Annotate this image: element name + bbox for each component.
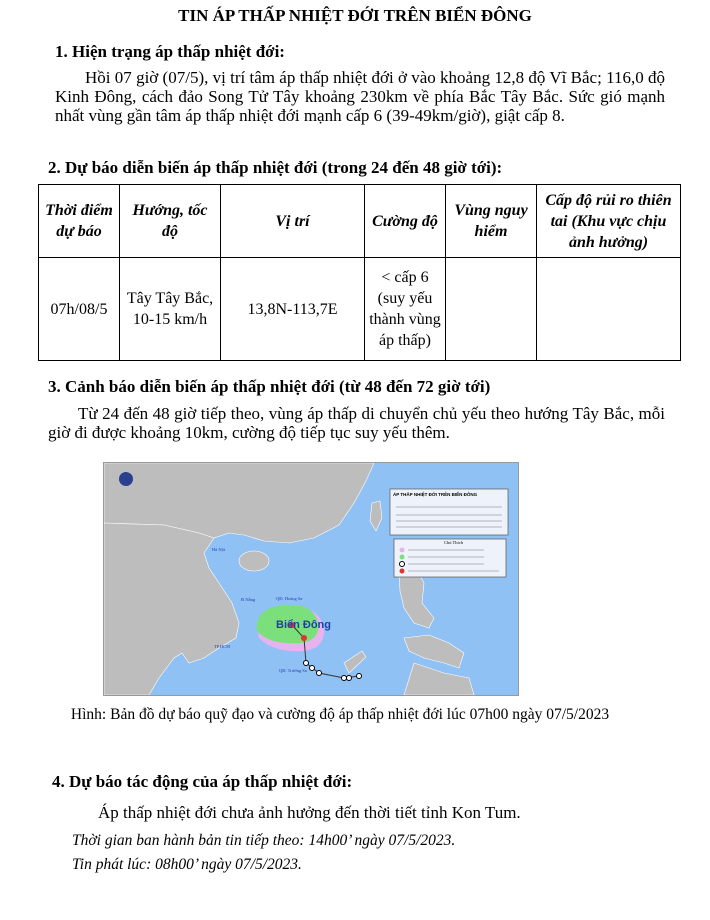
- forecast-table: [38, 184, 681, 361]
- col-direction: Hướng, tốc độ: [120, 185, 221, 258]
- cell-position: 13,8N-113,7E: [221, 258, 365, 361]
- cell-time: 07h/08/5: [39, 258, 120, 361]
- current-position-marker: [301, 635, 307, 641]
- agency-logo-icon: [119, 472, 133, 486]
- document-title: TIN ÁP THẤP NHIỆT ĐỚI TRÊN BIỂN ĐÔNG: [178, 6, 532, 25]
- section1-body: Hồi 07 giờ (07/5), vị trí tâm áp thấp nhiệt đới ở vào khoảng 12,8 độ Vĩ Bắc; 116,0 độ Kinh Đông, cách đảo Song Tử Tây khoảng 230km về phía Bắc Tây Bắc. Sức gió mạnh nhất vùng gần tâm áp thấp nhiệt đới mạnh cấp 6 (39-49km/giờ), giật cấp 8.: [55, 68, 665, 125]
- map-place-danang: Đ.Nẵng: [241, 597, 256, 602]
- past-position-marker: [310, 666, 315, 671]
- table-row: [39, 258, 681, 361]
- map-place-truongsa: QĐ. Trường Sa: [279, 668, 307, 673]
- section2-heading: 2. Dự báo diễn biến áp thấp nhiệt đới (trong 24 đến 48 giờ tới):: [48, 158, 503, 177]
- section4-body: Áp thấp nhiệt đới chưa ảnh hưởng đến thời tiết tỉnh Kon Tum.: [98, 803, 521, 822]
- cell-danger-zone: [446, 258, 537, 361]
- map-place-hcm: TP.HCM: [214, 644, 231, 649]
- section3-body: Từ 24 đến 48 giờ tiếp theo, vùng áp thấp di chuyển chủ yếu theo hướng Tây Bắc, mỗi giờ đi được khoảng 10km, cường độ tiếp tục suy yếu thêm.: [48, 404, 665, 442]
- next-issue-time: Thời gian ban hành bản tin tiếp theo: 14h00’ ngày 07/5/2023.: [72, 832, 456, 849]
- map-sea-label: Biển Đông: [276, 619, 331, 631]
- forecast-map: [103, 462, 519, 696]
- col-intensity: Cường độ: [365, 185, 446, 258]
- section1-heading: 1. Hiện trạng áp thấp nhiệt đới:: [55, 42, 285, 61]
- section4-heading: 4. Dự báo tác động của áp thấp nhiệt đới:: [52, 772, 353, 791]
- cell-risk-level: [537, 258, 681, 361]
- map-place-hoangsa: QĐ. Hoàng Sa: [276, 596, 303, 601]
- cell-direction: Tây Tây Bắc, 10-15 km/h: [120, 258, 221, 361]
- past-position-marker: [304, 661, 309, 666]
- past-position-marker: [347, 676, 352, 681]
- past-position-marker: [342, 676, 347, 681]
- past-position-marker: [357, 674, 362, 679]
- legend-forecast-swatch: [400, 569, 405, 574]
- section3-heading: 3. Cảnh báo diễn biến áp thấp nhiệt đới (từ 48 đến 72 giờ tới): [48, 377, 491, 396]
- col-time: Thời điểm dự báo: [39, 185, 120, 258]
- map-legend-title: Chú Thích: [444, 540, 464, 545]
- table-header-row: [39, 185, 681, 258]
- hainan-island: [239, 551, 269, 571]
- cell-intensity: < cấp 6 (suy yếu thành vùng áp thấp): [365, 258, 446, 361]
- map-graphic: [104, 463, 518, 695]
- map-caption: Hình: Bản đồ dự báo quỹ đạo và cường độ áp thấp nhiệt đới lúc 07h00 ngày 07/5/2023: [70, 706, 610, 723]
- legend-past-swatch: [400, 562, 405, 567]
- legend-cone-swatch: [400, 555, 405, 560]
- map-info-title: ÁP THẤP NHIỆT ĐỚI TRÊN BIỂN ĐÔNG: [393, 492, 478, 497]
- col-risk-level: Cấp độ rủi ro thiên tai (Khu vực chịu ảnh hưởng): [537, 185, 681, 258]
- map-place-hanoi: Hà Nội: [212, 547, 226, 552]
- legend-risk-swatch: [400, 548, 405, 553]
- past-position-marker: [317, 671, 322, 676]
- col-position: Vị trí: [221, 185, 365, 258]
- issued-time: Tin phát lúc: 08h00’ ngày 07/5/2023.: [72, 856, 302, 873]
- col-danger-zone: Vùng nguy hiểm: [446, 185, 537, 258]
